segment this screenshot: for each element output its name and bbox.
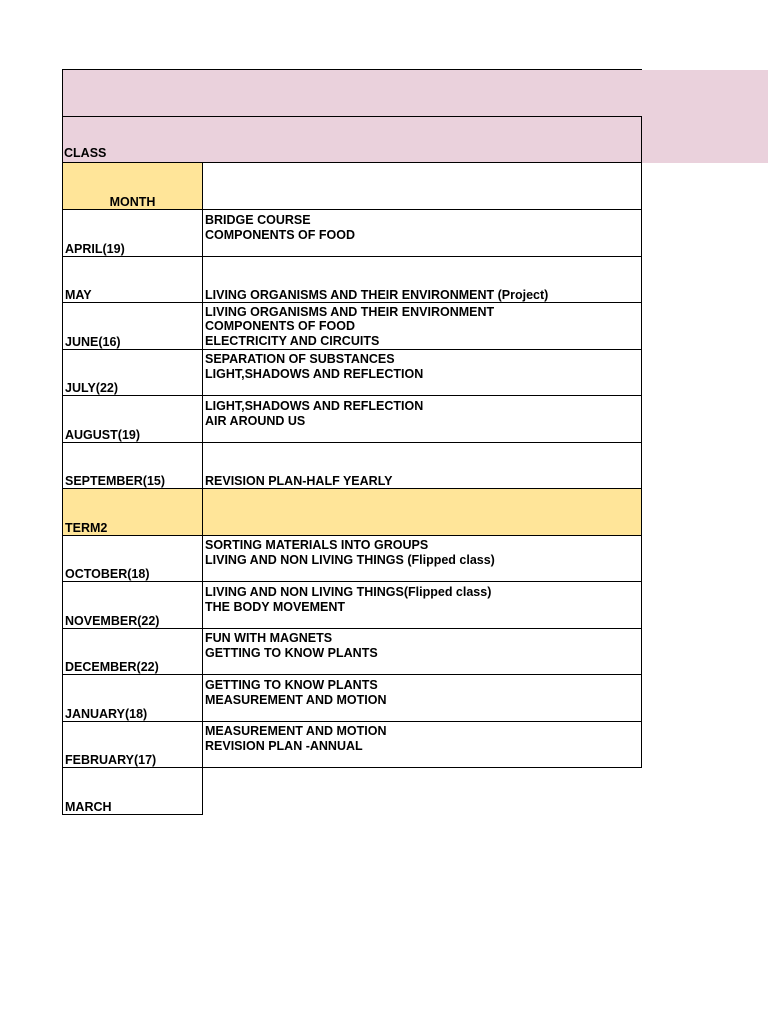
topic-cell bbox=[203, 396, 642, 443]
topic-item: BRIDGE COURSE bbox=[205, 213, 311, 228]
month-cell bbox=[62, 350, 203, 396]
month-cell bbox=[62, 303, 203, 350]
month-label: JANUARY(18) bbox=[65, 706, 148, 721]
topic-list bbox=[205, 538, 495, 567]
month-cell bbox=[62, 257, 203, 303]
topic-cell bbox=[203, 303, 642, 350]
topic-cell bbox=[203, 582, 642, 629]
topic-cell bbox=[203, 675, 642, 722]
topic-cell bbox=[203, 443, 642, 489]
month-cell bbox=[62, 396, 203, 443]
topic-cell bbox=[203, 210, 642, 257]
month-cell bbox=[62, 675, 203, 722]
topic-cell bbox=[203, 722, 642, 768]
table-top-border bbox=[62, 69, 642, 70]
topic-list bbox=[205, 352, 423, 381]
month-label: AUGUST(19) bbox=[65, 427, 141, 442]
topic-item: LIGHT,SHADOWS AND REFLECTION bbox=[205, 366, 424, 381]
topic-list bbox=[205, 631, 378, 660]
topic-item: FUN WITH MAGNETS bbox=[205, 631, 333, 646]
class-label: CLASS bbox=[64, 146, 107, 160]
topic-list bbox=[205, 724, 386, 753]
topic-cell bbox=[203, 629, 642, 675]
month-cell bbox=[62, 768, 203, 815]
month-label: JUNE(16) bbox=[65, 334, 121, 349]
month-header-label: MONTH bbox=[109, 194, 156, 209]
month-cell bbox=[62, 443, 203, 489]
topic-list bbox=[205, 305, 494, 348]
topic-item: MEASUREMENT AND MOTION bbox=[205, 692, 387, 707]
topic-item: SEPARATION OF SUBSTANCES bbox=[205, 352, 395, 367]
topic-cell bbox=[203, 350, 642, 396]
header-band-class bbox=[62, 116, 768, 163]
topic-item: GETTING TO KNOW PLANTS bbox=[205, 678, 378, 693]
topic-list bbox=[205, 585, 491, 614]
topic-list bbox=[205, 678, 386, 707]
topic-item: LIVING ORGANISMS AND THEIR ENVIRONMENT bbox=[205, 304, 495, 319]
topic-list bbox=[205, 213, 355, 242]
month-header-cell bbox=[62, 163, 203, 210]
month-label: APRIL(19) bbox=[65, 241, 125, 256]
month-label: OCTOBER(18) bbox=[65, 566, 150, 581]
topic-item: SORTING MATERIALS INTO GROUPS bbox=[205, 538, 429, 553]
topic-item: LIGHT,SHADOWS AND REFLECTION bbox=[205, 399, 424, 414]
topic-item: ELECTRICITY AND CIRCUITS bbox=[205, 333, 380, 348]
topic-item: GETTING TO KNOW PLANTS bbox=[205, 645, 378, 660]
topic-item: LIVING ORGANISMS AND THEIR ENVIRONMENT (Project) bbox=[205, 287, 549, 302]
month-label: FEBRUARY(17) bbox=[65, 752, 157, 767]
month-label: TERM2 bbox=[65, 520, 108, 535]
month-cell bbox=[62, 536, 203, 582]
topic-header-cell bbox=[203, 163, 642, 210]
topic-item: THE BODY MOVEMENT bbox=[205, 599, 346, 614]
topic-item: AIR AROUND US bbox=[205, 413, 306, 428]
topic-item: REVISION PLAN-HALF YEARLY bbox=[205, 473, 393, 488]
month-label: NOVEMBER(22) bbox=[65, 613, 160, 628]
header-right-border bbox=[641, 116, 642, 163]
topic-list bbox=[205, 288, 548, 302]
topic-item: LIVING AND NON LIVING THINGS (Flipped class) bbox=[205, 552, 495, 567]
month-cell bbox=[62, 582, 203, 629]
topic-list bbox=[205, 399, 423, 428]
topic-item: REVISION PLAN -ANNUAL bbox=[205, 738, 363, 753]
topic-item: COMPONENTS OF FOOD bbox=[205, 227, 355, 242]
month-label: SEPTEMBER(15) bbox=[65, 473, 166, 488]
month-cell bbox=[62, 489, 203, 536]
header-band-top bbox=[62, 70, 768, 116]
topic-cell bbox=[203, 536, 642, 582]
month-label: DECEMBER(22) bbox=[65, 659, 159, 674]
month-label: MARCH bbox=[65, 799, 112, 814]
month-label: MAY bbox=[65, 287, 92, 302]
topic-item: LIVING AND NON LIVING THINGS(Flipped class) bbox=[205, 585, 492, 600]
header-separator bbox=[62, 116, 642, 117]
month-cell bbox=[62, 722, 203, 768]
month-label: JULY(22) bbox=[65, 380, 119, 395]
topic-cell bbox=[203, 257, 642, 303]
topic-list bbox=[205, 474, 393, 488]
topic-cell bbox=[203, 489, 642, 536]
topic-item: MEASUREMENT AND MOTION bbox=[205, 724, 387, 739]
month-cell bbox=[62, 629, 203, 675]
topic-item: COMPONENTS OF FOOD bbox=[205, 319, 355, 334]
month-cell bbox=[62, 210, 203, 257]
